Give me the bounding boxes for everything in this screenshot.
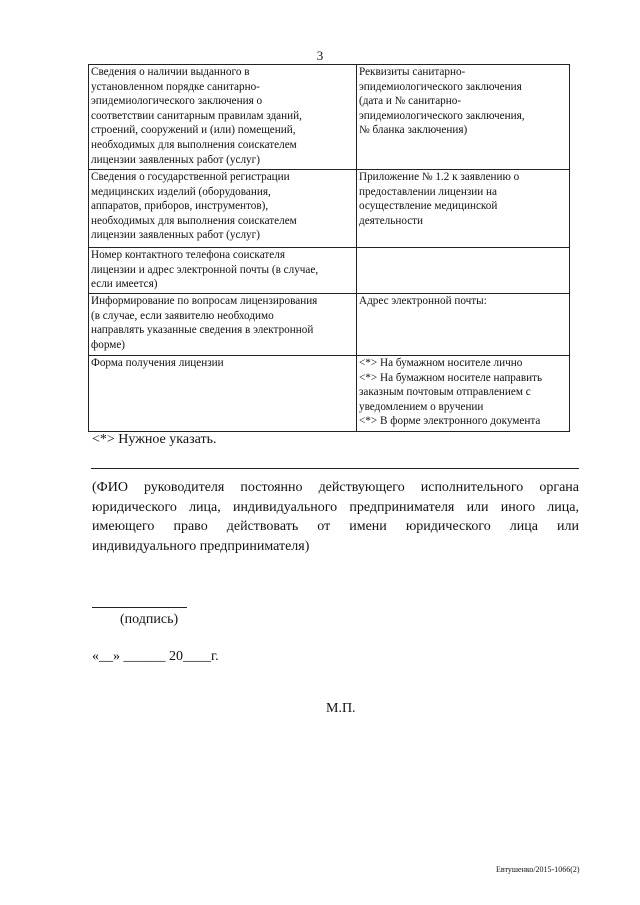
table-row	[89, 65, 570, 170]
cell-line: форме)	[91, 338, 126, 351]
cell-line: предоставлении лицензии на	[359, 185, 498, 198]
table-row	[89, 294, 570, 356]
cell-line: эпидемиологического заключения о	[91, 95, 263, 108]
row-value-contact-phone	[357, 248, 570, 294]
cell-line: (в случае, если заявителю необходимо	[91, 309, 274, 322]
cell-line: соответствии санитарным правилам зданий,	[91, 109, 302, 122]
cell-line: лицензии заявленных работ (услуг)	[91, 229, 260, 242]
cell-line: необходимых для выполнения соискателем	[91, 214, 297, 227]
cell-line: <*> На бумажном носителе лично	[359, 357, 523, 369]
row-label-sanitary-conclusion	[89, 65, 357, 170]
signer-description-line: юридического лица, индивидуального предпринимателя или иного лица,	[92, 499, 579, 515]
cell-line: заказным почтовым отправлением с	[359, 386, 531, 399]
cell-line: лицензии заявленных работ (услуг)	[91, 153, 260, 166]
cell-line: Сведения о наличии выданного в	[91, 66, 250, 78]
row-value-email	[357, 294, 570, 356]
table-row	[89, 356, 570, 432]
signer-description-line: индивидуального предпринимателя)	[92, 538, 310, 554]
table-row	[89, 248, 570, 294]
cell-line: Реквизиты санитарно-	[359, 66, 466, 78]
cell-line: уведомлением о вручении	[359, 400, 484, 413]
cell-line: Приложение № 1.2 к заявлению о	[359, 171, 520, 183]
cell-line: (дата и № санитарно-	[359, 95, 462, 108]
cell-line: Сведения о государственной регистрации	[91, 171, 290, 183]
cell-line: Адрес электронной почты:	[359, 295, 487, 307]
cell-line: эпидемиологического заключения,	[359, 109, 525, 122]
footer-document-code: Евтушенко/2015-1066(2)	[496, 865, 580, 874]
cell-line: необходимых для выполнения соискателем	[91, 138, 297, 151]
signer-name-line	[91, 468, 579, 469]
application-details-table	[88, 64, 570, 432]
row-label-informing	[89, 294, 357, 356]
date-line: «__» ______ 20____г.	[92, 649, 219, 664]
footnote-specify: <*> Нужное указать.	[92, 432, 217, 447]
seal-label: М.П.	[326, 701, 356, 716]
signer-description	[92, 478, 579, 556]
cell-line: <*> В форме электронного документа	[359, 415, 541, 428]
row-label-license-form	[89, 356, 357, 432]
cell-line: <*> На бумажном носителе направить	[359, 371, 543, 384]
cell-line: № бланка заключения)	[359, 124, 468, 137]
table-row	[89, 170, 570, 248]
cell-line: установленном порядке санитарно-	[91, 80, 260, 93]
signer-description-line: (ФИО руководителя постоянно действующего исполнительного органа	[92, 480, 579, 495]
cell-line: эпидемиологического заключения	[359, 80, 522, 93]
row-label-contact-phone	[89, 248, 357, 294]
cell-line: Информирование по вопросам лицензирования	[91, 295, 318, 307]
row-label-medical-devices	[89, 170, 357, 248]
cell-line: Номер контактного телефона соискателя	[91, 249, 285, 261]
cell-line: направлять указанные сведения в электронной	[91, 324, 314, 337]
cell-line: медицинских изделий (оборудования,	[91, 185, 271, 198]
signer-description-line: имеющего право действовать от имени юридического лица или	[92, 519, 579, 534]
row-value-sanitary-conclusion	[357, 65, 570, 170]
row-value-license-form-options	[357, 356, 570, 432]
row-value-medical-devices	[357, 170, 570, 248]
cell-line: лицензии и адрес электронной почты (в случае,	[91, 263, 319, 276]
cell-line: Форма получения лицензии	[91, 357, 224, 369]
signature-line	[92, 607, 187, 608]
cell-line: строений, сооружений и (или) помещений,	[91, 124, 296, 137]
signature-label: (подпись)	[120, 612, 179, 627]
page-number: 3	[316, 48, 324, 63]
cell-line: осуществление медицинской	[359, 200, 498, 213]
cell-line: деятельности	[359, 214, 424, 227]
cell-line: если имеется)	[91, 278, 158, 291]
cell-line: аппаратов, приборов, инструментов),	[91, 200, 269, 213]
